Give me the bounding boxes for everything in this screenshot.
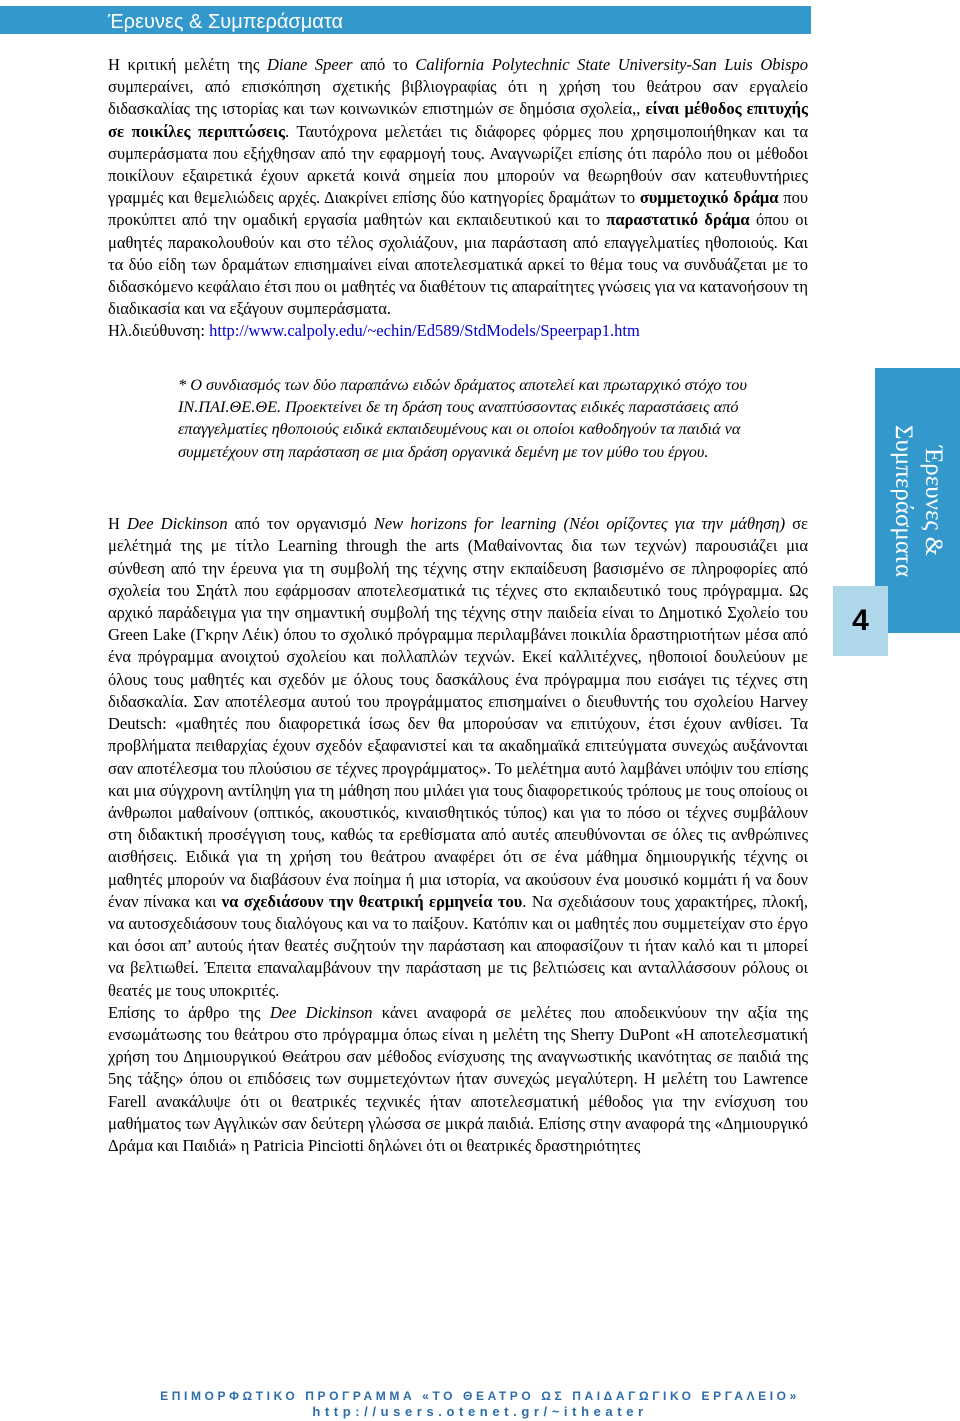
organization-name: New horizons for learning (Νέοι ορίζοντες για την μάθηση) [373, 514, 786, 534]
emphasis-text: να σχεδιάσουν την θεατρική ερμηνεία του [221, 891, 523, 911]
author-name: Dee Dickinson [127, 514, 228, 534]
header-bar [0, 6, 811, 34]
emphasis-text: είναι μέθοδος επιτυχής σε ποικίλες περιπτώσεις [108, 99, 808, 141]
paragraph-dickinson [108, 513, 808, 1001]
main-content [108, 54, 808, 1157]
page-number-box [833, 586, 888, 656]
chapter-tab-line2: Συμπεράσματα [889, 424, 917, 577]
institution-name: California Polytechnic State University-San Luis Obispo [415, 55, 808, 74]
page-title: Έρευνες & Συμπεράσματα [108, 11, 344, 33]
term-performance-drama: παραστατικό δράμα [606, 210, 750, 230]
author-name: Dee Dickinson [269, 1002, 373, 1022]
paragraph-dickinson-article [108, 1002, 808, 1157]
page-number: 4 [852, 604, 869, 637]
footer-program-title: ΕΠΙΜΟΡΦΩΤΙΚΟ ΠΡΟΓΡΑΜΜΑ «ΤΟ ΘΕΑΤΡΟ ΩΣ ΠΑΙΔΑΓΩΓΙΚΟ ΕΡΓΑΛΕΙΟ» [160, 1389, 800, 1403]
text-run: όπου οι μαθητές παρακολουθούν και στο τέλος σχολιάζουν, μια παράσταση από επαγγελματίες ηθοποιούς. Και τα δύο είδη των δραμάτων επισημαίνει είναι αποτελεσματικά αρκεί το θέμα τους να συνδυάζεται με το διδασκόμενο κεφάλαιο έτσι που οι μαθητές να διαθέτουν τις απαραίτητες γνώσεις για να κατανοήσουν τη διαδικασία και να εξάγουν συμπεράσματα. [108, 210, 808, 319]
paragraph-speer [108, 54, 808, 320]
url-line [108, 320, 808, 342]
text-run: από το [352, 55, 416, 74]
chapter-tab-line1: Έρευνες & [919, 445, 947, 556]
text-run: που προκύπτει από την ομαδική εργασία μαθητών και εκπαιδευτικού και το [108, 188, 809, 230]
speer-paper-link[interactable]: http://www.calpoly.edu/~echin/Ed589/StdModels/Speerpap1.htm [209, 321, 640, 341]
spacer [108, 463, 808, 513]
text-run: Η κριτική μελέτη της [108, 55, 268, 74]
chapter-tab-label [888, 424, 948, 576]
footnote: * Ο συνδιασμός των δύο παραπάνω ειδών δράματος αποτελεί και πρωταρχικό στόχο του ΙΝ.ΠΑΙ.ΘΕ.ΘΕ. Προεκτείνει δε τη δράση τους αναπτύσσοντας ειδικές παραστάσεις από επαγγελματίες ηθοποιούς ειδικά εκπαιδευμένους και οι οποίοι καθοδηγούν τα παιδιά να συμμετέχουν στη παράσταση σε μια δράση οργανικά δεμένη με τον μύθο του έργου. [178, 374, 747, 461]
footer-website: http://users.otenet.gr/~itheater [312, 1404, 648, 1419]
text-run: σε μελέτημά της με τίτλο Learning through the arts (Μαθαίνοντας δια των τεχνών) παρουσιάζει μια σύνθεση από την έρευνα για τη συμβολή της τέχνης στην εκπαίδευση βασισμένο σε πληροφορίες από σχολεία του Σηάτλ που εφάρμοσαν αποτελεσματικά τις τέχνες στο εκπαιδευτικό τους πρόγραμμα. Ως αρχικό παράδειγμα για την σημαντική συμβολή της τέχνης στην παιδεία είναι το Δημοτικό Σχολείο του Green Lake (Γκρην Λέικ) όπου το σχολικό πρόγραμμα περιλαμβάνει ποικιλία δραστηριοτήτων μέσα από ένα πρόγραμμα ανοιχτού σχολείου και πολλαπλών τεχνών. Εκεί καλλιτέχνες, ηθοποιοί δουλεύουν με όλους τους μαθητές και σχεδόν με όλους τους δασκάλους ένα πρόγραμμα που εισάγει τις τέχνες στη διδασκαλία. Σαν αποτέλεσμα αυτού του προγράμματος επισημαίνει ο διευθυντής του σχολείου Harvey Deutsch: «μαθητές που διαφορετικά ίσως δεν θα μπορούσαν να επιτύχουν, έτσι έχουν ανθίσει. Τα προβλήματα πειθαρχίας έχουν σχεδόν εξαφανιστεί και τα ακαδημαϊκά επιτεύγματα συνεχώς αυξάνονται σαν αποτέλεσμα του πλούσιου σε τέχνες προγράμματος». Το μελέτημα αυτό λαμβάνει υπόψιν του επίσης και μια σύγχρονη αντίληψη για τη μάθηση που μιλάει για τους διαφορετικούς τρόπους με τους οποίους οι άνθρωποι μαθαίνουν (οπτικός, ακουστικός, κιναισθητικός τύπος) και για το πόσο οι τέχνες συμβάλουν στη διδακτική προσέγγιση τους, καθώς τα ερεθίσματα από αυτές απευθύνονται σε όλες τις ανθρώπινες αισθήσεις. Ειδικά για τη χρήση του θεάτρου αναφέρει ότι σε ένα μάθημα δημιουργικής τέχνης οι μαθητές μπορούν να διαβάσουν ένα ποίημα ή μια ιστορία, να ακούσουν ένα μουσικό κομμάτι ή να δουν έναν πίνακα και [108, 514, 808, 911]
url-label: Ηλ.διεύθυνση: [108, 321, 210, 341]
text-run: Η [108, 514, 128, 534]
text-run: συμπεραίνει, από επισκόπηση σχετικής βιβλιογραφίας ότι η χρήση του θεάτρου σαν εργαλείο διδασκαλίας της ιστορίας και των κοινωνικών επιστημών σε δημόσια σχολεία,, [108, 77, 808, 119]
author-name: Diane Speer [267, 55, 353, 74]
term-participatory-drama: συμμετοχικό δράμα [639, 188, 779, 208]
text-run: κάνει αναφορά σε μελέτες που αποδεικνύουν την αξία της ενσωμάτωσης του θεάτρου στο πρόγραμμα όπως είναι η μελέτη της Sherry DuPont «Η αποτελεσματική χρήση του Δημιουργικού Θεάτρου σαν μέθοδος ενίσχυσης της αναγνωστικής ικανότητας σε παιδιά της 5ης τάξης» όπου οι επιδόσεις των συμμετεχόντων ήταν συνεχώς μεγαλύτερη. Η μελέτη του Lawrence Farell ανακάλυψε ότι οι θεατρικές τεχνικές ήταν αποτελεσματική μέθοδος για την ενίσχυση του μαθήματος των Αγγλικών σαν δεύτερη γλώσσα σε μικρά παιδιά. Επίσης στην αναφορά της «Δημιουργικό Δράμα και Παιδιά» η Patricia Pinciotti δηλώνει ότι οι θεατρικές δραστηριότητες [108, 1002, 808, 1155]
text-run: Επίσης το άρθρο της [108, 1002, 270, 1022]
text-run: από τον οργανισμό [227, 514, 374, 534]
text-run: . Να σχεδιάσουν τους χαρακτήρες, πλοκή, να αυτοσχεδιάσουν τους διαλόγους και να το παίξουν. Κατόπιν και οι μαθητές που συμμετείχαν στο έργο και όσοι απ’ αυτούς ήταν θεατές συζητούν την παράσταση και αποφασίζουν τι ήταν καλό και τι μπορεί να βελτιωθεί. Έπειτα επαναλαμβάνουν την παράσταση με τις βελτιώσεις και ανταλλάσσουν ρόλους οι θεατές με τους υποκριτές. [108, 891, 809, 1000]
text-run: . Ταυτόχρονα μελετάει τις διάφορες φόρμες που χρησιμοποιήθηκαν και τα συμπεράσματα που εξήχθησαν από την εφαρμογή τους. Αναγνωρίζει επίσης ότι παρόλο που οι μέθοδοι ποικίλουν εξαιρετικά έχουν αρκετά κοινά σημεία που μπορούν να θεωρηθούν σαν κατευθυντήριες γραμμές και θεμελιώδεις αρχές. Διακρίνει επίσης δύο κατηγορίες δραμάτων το [108, 121, 808, 208]
